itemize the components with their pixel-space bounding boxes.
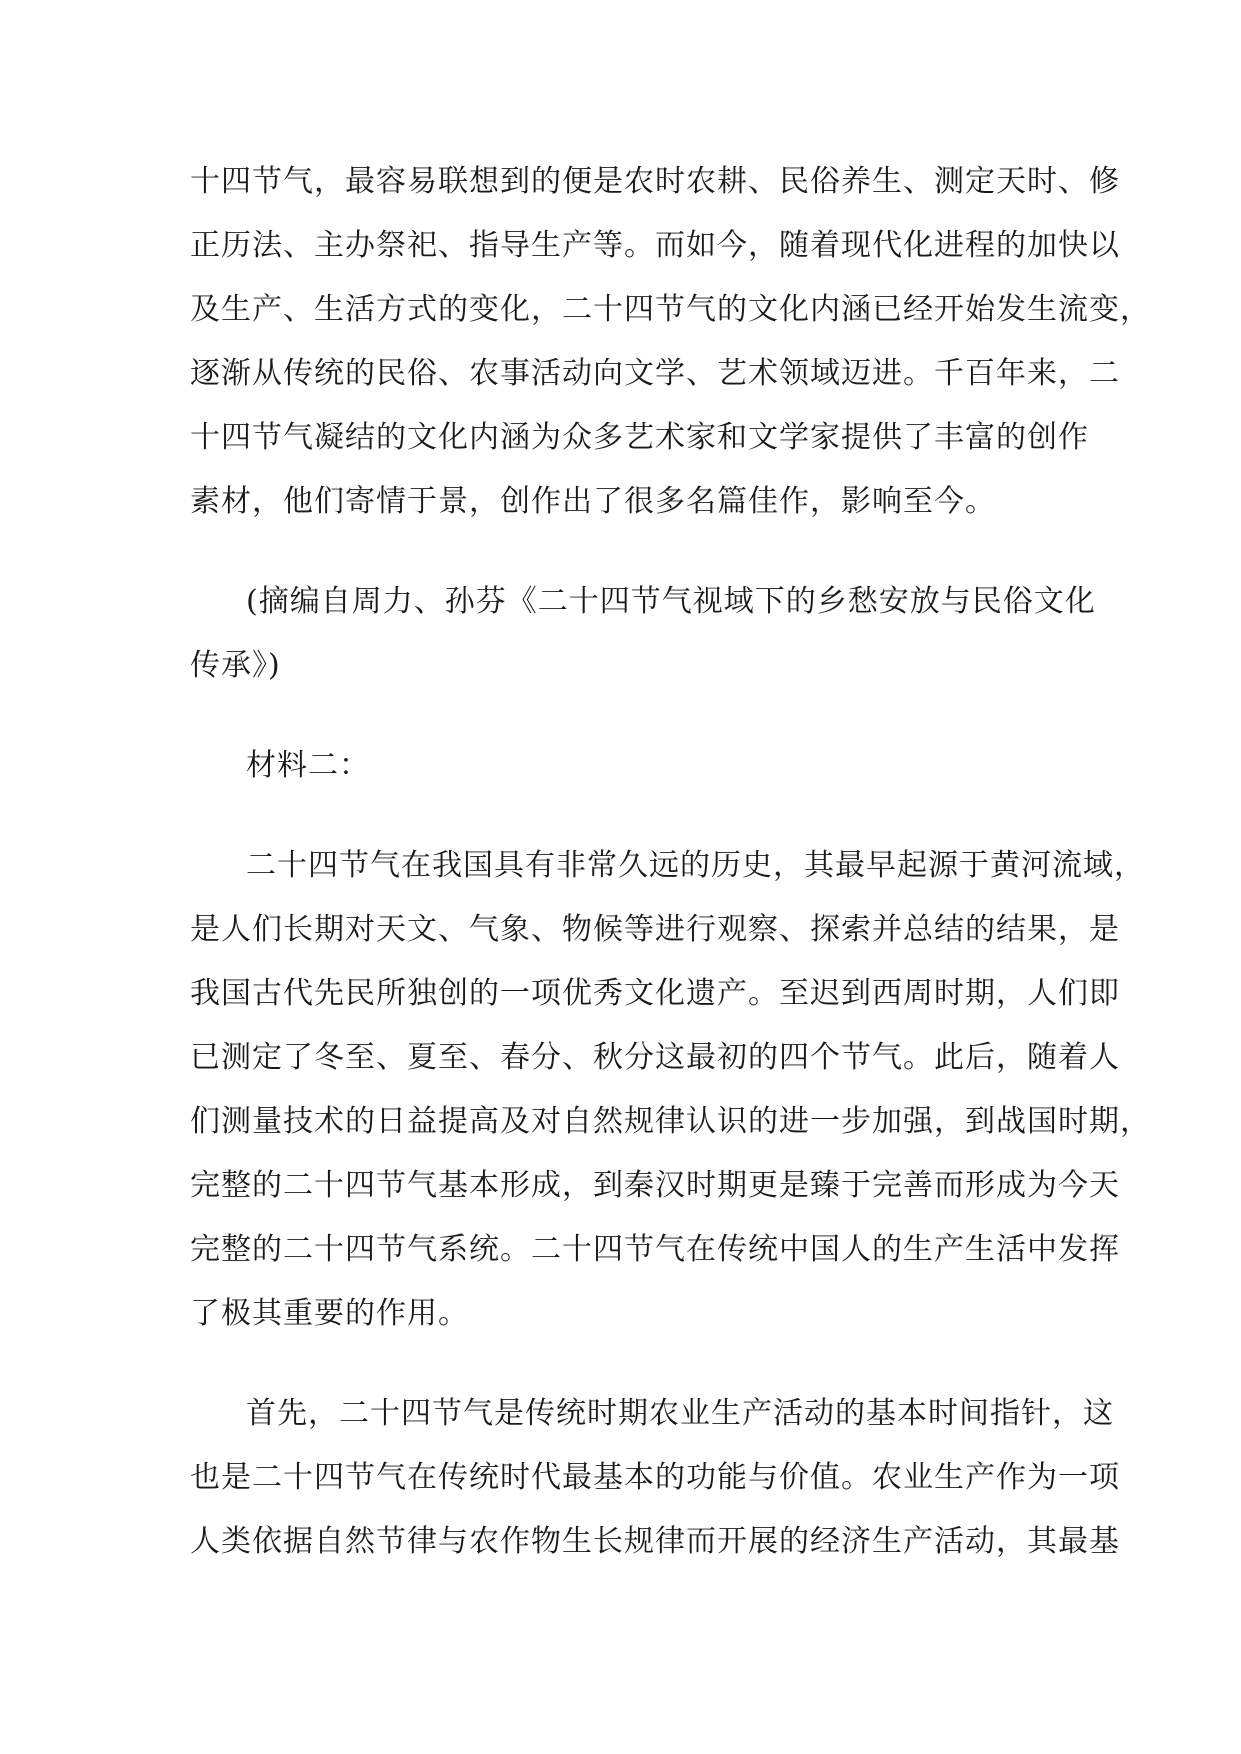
text-line: 十四节气，最容易联想到的便是农时农耕、民俗养生、测定天时、修 <box>190 164 1120 199</box>
document-body <box>190 150 1151 1574</box>
text-line: 素材，他们寄情于景，创作出了很多名篇佳作，影响至今。 <box>190 484 996 519</box>
text-line: 首先，二十四节气是传统时期农业生产活动的基本时间指针，这 <box>246 1396 1114 1431</box>
paragraph-gap <box>190 534 1050 570</box>
text-line: (摘编自周力、孙芬《二十四节气视域下的乡愁安放与民俗文化 <box>246 584 1096 619</box>
text-line: 二十四节气在我国具有非常久远的历史，其最早起源于黄河流域， <box>246 848 1145 883</box>
paragraph-gap <box>190 798 1050 834</box>
text-line: 传承》) <box>190 648 281 683</box>
paragraph-gap <box>190 698 1050 734</box>
paragraph-1 <box>190 150 1151 534</box>
text-line: 了极其重要的作用。 <box>190 1296 469 1331</box>
text-line: 已测定了冬至、夏至、春分、秋分这最初的四个节气。此后，随着人 <box>190 1040 1120 1075</box>
text-line: 完整的二十四节气系统。二十四节气在传统中国人的生产生活中发挥 <box>190 1232 1120 1267</box>
text-line: 正历法、主办祭祀、指导生产等。而如今，随着现代化进程的加快以 <box>190 228 1120 263</box>
text-line: 及生产、生活方式的变化，二十四节气的文化内涵已经开始发生流变， <box>190 292 1151 327</box>
paragraph-2 <box>190 834 1151 1346</box>
text-line: 人类依据自然节律与农作物生长规律而开展的经济生产活动，其最基 <box>190 1524 1120 1559</box>
text-line: 是人们长期对天文、气象、物候等进行观察、探索并总结的结果，是 <box>190 912 1120 947</box>
paragraph-gap <box>190 1346 1050 1382</box>
section-heading <box>190 734 1050 798</box>
text-line: 我国古代先民所独创的一项优秀文化遗产。至迟到西周时期，人们即 <box>190 976 1120 1011</box>
paragraph-3 <box>190 1382 1120 1574</box>
text-line: 完整的二十四节气基本形成，到秦汉时期更是臻于完善而形成为今天 <box>190 1168 1120 1203</box>
section-heading-text: 材料二： <box>246 748 370 783</box>
text-line: 逐渐从传统的民俗、农事活动向文学、艺术领域迈进。千百年来，二 <box>190 356 1120 391</box>
text-line: 们测量技术的日益提高及对自然规律认识的进一步加强，到战国时期， <box>190 1104 1151 1139</box>
text-line: 也是二十四节气在传统时代最基本的功能与价值。农业生产作为一项 <box>190 1460 1120 1495</box>
text-line: 十四节气凝结的文化内涵为众多艺术家和文学家提供了丰富的创作 <box>190 420 1089 455</box>
citation <box>190 570 1096 698</box>
